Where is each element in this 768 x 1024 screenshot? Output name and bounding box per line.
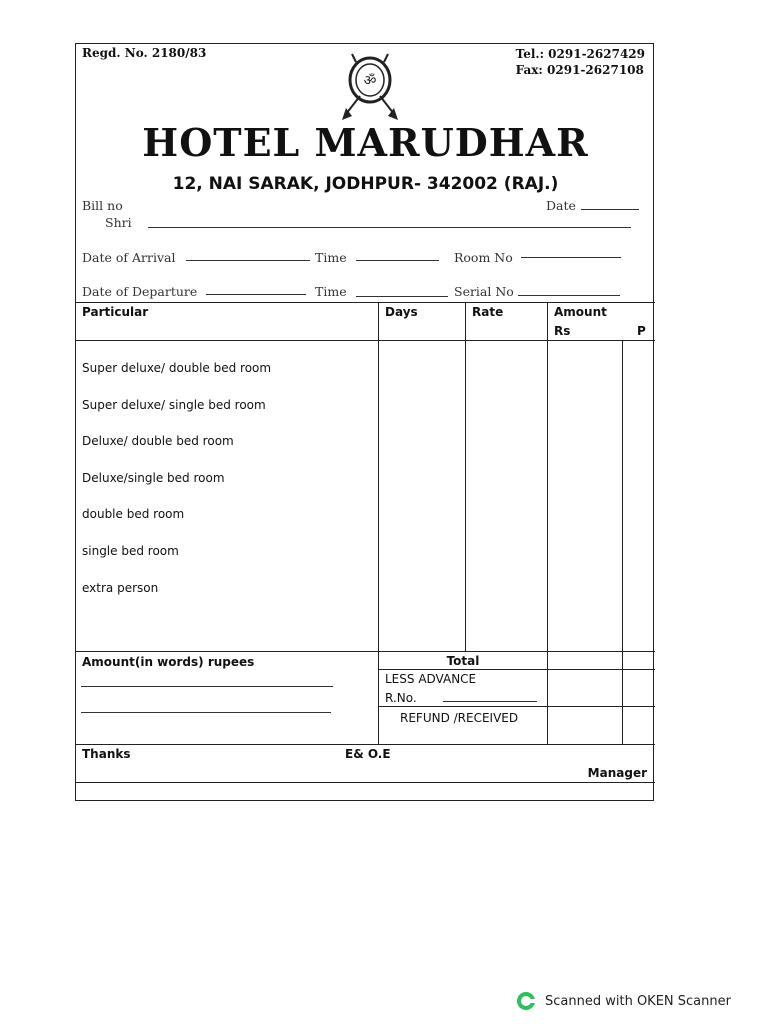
date-field[interactable] [581,209,639,210]
col-rs: Rs [554,324,571,338]
hotel-name: HOTEL MARUDHAR [142,120,589,165]
bill-no-label: Bill no [82,198,123,213]
arrival-date-field[interactable] [186,260,310,261]
footer-border [76,782,655,783]
date-label: Date [546,198,576,213]
summary-border [76,744,655,745]
hotel-address: 12, NAI SARAK, JODHPUR- 342002 (RAJ.) [172,174,559,194]
manager-signature-label: Manager [587,766,647,780]
list-item: Deluxe/ double bed room [82,434,234,448]
list-item: extra person [82,581,159,595]
amount-words-line-2[interactable] [81,712,331,713]
col-rate: Rate [472,305,504,319]
list-item: Deluxe/single bed room [82,471,225,485]
table-body-border [76,651,655,652]
days-rate-divider [465,302,466,651]
departure-date-field[interactable] [206,294,306,295]
serial-no-field[interactable] [518,295,620,296]
list-item: Super deluxe/ double bed room [82,361,272,375]
scanner-text: Scanned with OKEN Scanner [545,993,731,1009]
serial-no-label: Serial No [454,284,514,299]
particular-days-divider [378,302,379,744]
shri-label: Shri [105,215,132,230]
rs-p-divider [622,340,623,744]
list-item: single bed room [82,544,179,558]
total-row-border [379,669,655,670]
table-header-border [76,340,655,341]
col-days: Days [385,305,418,319]
hotel-emblem-icon [332,48,408,122]
scanner-logo-icon [517,992,535,1010]
amount-in-words-label: Amount(in words) rupees [82,655,255,669]
shri-field[interactable] [148,227,631,228]
fax-number: Fax: 0291-2627108 [515,63,644,77]
scanner-watermark [517,991,731,1011]
rate-amount-divider [547,302,548,744]
regd-number: Regd. No. 2180/83 [82,46,207,60]
col-amount: Amount [554,305,607,319]
less-advance-label: LESS ADVANCE [385,672,477,686]
table-top-border [76,302,655,303]
arrival-time-field[interactable] [356,260,439,261]
tel-number: Tel.: 0291-2627429 [515,47,645,61]
thanks-text: Thanks [82,747,131,761]
list-item: double bed room [82,507,185,521]
list-item: Super deluxe/ single bed room [82,398,266,412]
contact-block [516,46,645,78]
departure-time-field[interactable] [356,296,448,297]
bill-form [75,43,654,801]
amount-words-line-1[interactable] [81,686,333,687]
advance-row-border [379,706,655,707]
svg-text:ॐ: ॐ [363,73,377,89]
room-no-field[interactable] [521,257,621,258]
receipt-no-label: R.No. [385,691,417,705]
eoe-text: E& O.E [345,747,391,761]
departure-date-label: Date of Departure [82,284,198,299]
departure-time-label: Time [315,284,347,299]
total-label: Total [446,654,480,668]
refund-received-label: REFUND /RECEIVED [400,711,519,725]
arrival-time-label: Time [315,250,347,265]
receipt-no-field[interactable] [443,701,537,702]
arrival-date-label: Date of Arrival [82,250,176,265]
room-no-label: Room No [454,250,513,265]
col-p: P [637,324,646,338]
col-particular: Particular [82,305,149,319]
